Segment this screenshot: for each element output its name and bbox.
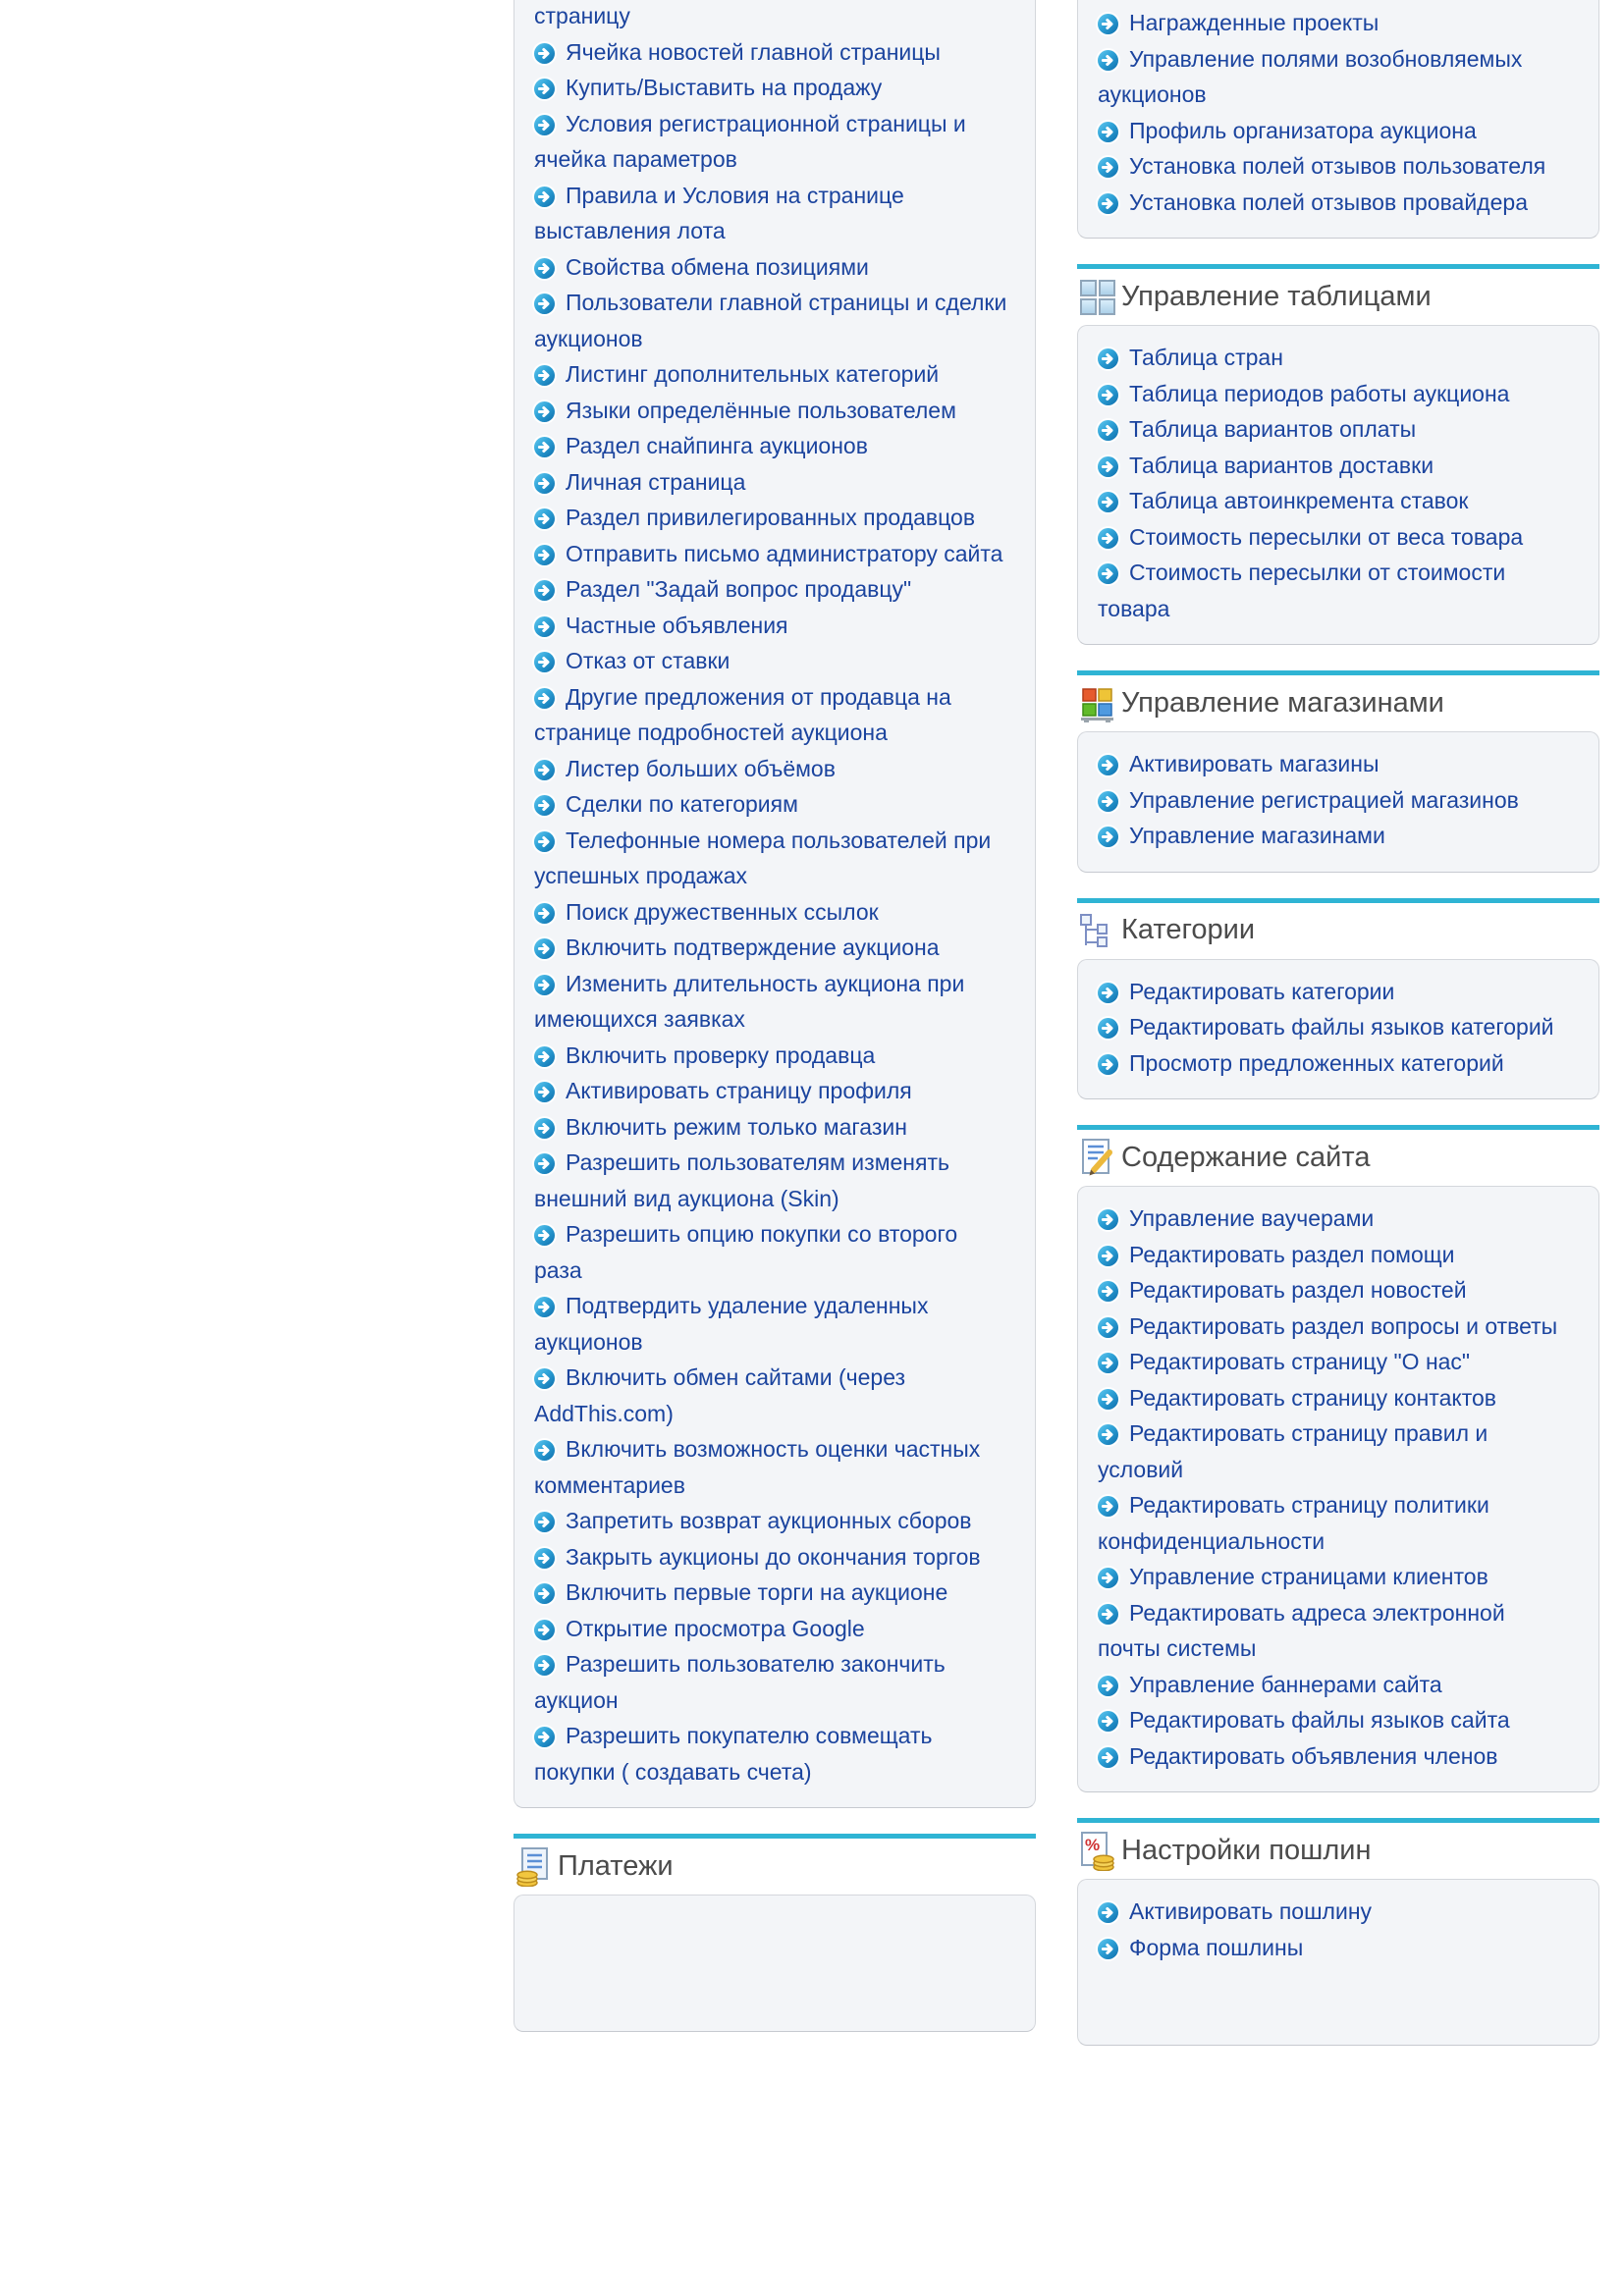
arrow-bullet-icon bbox=[534, 938, 555, 959]
admin-link[interactable]: Награжденные проекты bbox=[1129, 10, 1380, 35]
link-item bbox=[1098, 483, 1573, 519]
admin-link[interactable]: Разрешить пользователям изменять внешний вид аукциона (Skin) bbox=[534, 1149, 949, 1211]
admin-link[interactable]: Редактировать раздел новостей bbox=[1129, 1277, 1467, 1303]
arrow-bullet-icon bbox=[534, 831, 555, 852]
arrow-bullet-icon bbox=[534, 1620, 555, 1640]
link-item bbox=[534, 464, 1009, 501]
admin-link[interactable]: Сделки по категориям bbox=[566, 791, 798, 817]
link-item bbox=[534, 751, 1009, 787]
arrow-bullet-icon bbox=[534, 1082, 555, 1102]
link-item bbox=[1098, 113, 1573, 149]
section-site-content bbox=[1077, 1125, 1599, 1792]
link-item bbox=[534, 1038, 1009, 1074]
admin-link[interactable]: Разрешить пользователю закончить аукцион bbox=[534, 1651, 946, 1713]
arrow-bullet-icon bbox=[1098, 528, 1118, 549]
arrow-bullet-icon bbox=[1098, 1676, 1118, 1696]
link-item bbox=[1098, 1344, 1573, 1380]
arrow-bullet-icon bbox=[534, 401, 555, 422]
link-item bbox=[1098, 5, 1573, 41]
arrow-bullet-icon bbox=[1098, 193, 1118, 214]
admin-link[interactable]: Другие предложения от продавца на странице подробностей аукциона bbox=[534, 683, 951, 745]
section-title: Категории bbox=[1121, 914, 1256, 945]
admin-link[interactable]: Профиль организатора аукциона bbox=[1129, 117, 1477, 143]
link-item bbox=[534, 249, 1009, 286]
admin-link[interactable]: Листинг дополнительных категорий bbox=[566, 361, 940, 387]
admin-link[interactable]: Раздел снайпинга аукционов bbox=[566, 433, 868, 458]
arrow-bullet-icon bbox=[534, 1440, 555, 1461]
arrow-bullet-icon bbox=[1098, 420, 1118, 441]
arrow-bullet-icon bbox=[534, 1727, 555, 1747]
admin-link[interactable]: Таблица автоинкремента ставок bbox=[1129, 488, 1469, 513]
arrow-bullet-icon bbox=[1098, 1246, 1118, 1266]
section-box-shops bbox=[1077, 731, 1599, 873]
arrow-bullet-icon bbox=[534, 294, 555, 314]
admin-link[interactable]: Изменить длительность аукциона при имеющихся заявках bbox=[534, 970, 965, 1032]
link-item bbox=[534, 428, 1009, 464]
section-header bbox=[1077, 682, 1599, 723]
link-item bbox=[534, 1718, 1009, 1789]
tables-icon bbox=[1077, 276, 1118, 317]
link-item bbox=[1098, 148, 1573, 185]
arrow-bullet-icon bbox=[1098, 755, 1118, 775]
link-item bbox=[534, 1288, 1009, 1360]
admin-link[interactable]: Форма пошлины bbox=[1129, 1934, 1304, 1960]
link-item bbox=[1098, 1415, 1573, 1487]
link-item bbox=[1098, 41, 1573, 113]
section-header bbox=[1077, 910, 1599, 951]
admin-link[interactable]: Телефонные номера пользователей при успешных продажах bbox=[534, 827, 992, 888]
payments-icon bbox=[514, 1845, 555, 1887]
admin-link[interactable]: Ячейка новостей главной страницы bbox=[566, 38, 941, 65]
arrow-bullet-icon bbox=[1098, 1496, 1118, 1517]
link-item bbox=[1098, 555, 1573, 626]
arrow-bullet-icon bbox=[534, 79, 555, 99]
admin-link[interactable]: Частные объявления bbox=[566, 612, 788, 638]
arrow-bullet-icon bbox=[1098, 492, 1118, 512]
link-item bbox=[1098, 818, 1573, 854]
admin-link[interactable]: Поиск дружественных ссылок bbox=[566, 898, 879, 925]
admin-link[interactable]: Отказ от ставки bbox=[566, 648, 730, 673]
arrow-bullet-icon bbox=[534, 437, 555, 457]
admin-link[interactable]: Таблица стран bbox=[1129, 345, 1283, 370]
link-item bbox=[534, 1216, 1009, 1288]
arrow-bullet-icon bbox=[1098, 122, 1118, 142]
section-title: Содержание сайта bbox=[1121, 1141, 1371, 1173]
link-item bbox=[534, 894, 1009, 931]
section-payments bbox=[514, 1834, 1036, 2032]
link-item bbox=[1098, 974, 1573, 1010]
svg-text:%: % bbox=[1085, 1836, 1101, 1854]
link-item bbox=[534, 536, 1009, 572]
admin-link[interactable]: Запретить возврат аукционных сборов bbox=[566, 1508, 972, 1533]
link-item bbox=[534, 1145, 1009, 1216]
arrow-bullet-icon bbox=[1098, 1281, 1118, 1302]
arrow-bullet-icon bbox=[534, 1548, 555, 1569]
section-title: Управление магазинами bbox=[1121, 686, 1444, 719]
arrow-bullet-icon bbox=[1098, 1209, 1118, 1230]
link-item bbox=[534, 823, 1009, 894]
admin-link[interactable]: Закрыть аукционы до окончания торгов bbox=[566, 1543, 981, 1570]
link-item bbox=[534, 1109, 1009, 1146]
link-item bbox=[1098, 1667, 1573, 1703]
arrow-bullet-icon bbox=[1098, 827, 1118, 847]
arrow-bullet-icon bbox=[534, 365, 555, 386]
arrow-bullet-icon bbox=[534, 616, 555, 637]
arrow-bullet-icon bbox=[534, 258, 555, 279]
arrow-bullet-icon bbox=[534, 545, 555, 565]
arrow-bullet-icon bbox=[534, 1118, 555, 1139]
arrow-bullet-icon bbox=[534, 1583, 555, 1604]
arrow-bullet-icon bbox=[534, 1225, 555, 1246]
auction-fields-box bbox=[1077, 0, 1599, 239]
section-shops bbox=[1077, 670, 1599, 873]
arrow-bullet-icon bbox=[534, 795, 555, 816]
section-duties bbox=[1077, 1818, 1599, 2046]
admin-link[interactable]: Листер больших объёмов bbox=[566, 755, 836, 781]
admin-link[interactable]: Стоимость пересылки от веса товара bbox=[1129, 523, 1524, 550]
arrow-bullet-icon bbox=[1098, 1389, 1118, 1410]
shops-icon bbox=[1077, 682, 1118, 723]
link-item bbox=[1098, 411, 1573, 448]
section-title: Платежи bbox=[558, 1849, 674, 1882]
link-item bbox=[1098, 376, 1573, 412]
arrow-bullet-icon bbox=[534, 508, 555, 529]
admin-link[interactable]: Редактировать страницу контактов bbox=[1129, 1384, 1496, 1411]
admin-link[interactable]: Управление полями возобновляемых аукционов bbox=[1098, 45, 1523, 107]
link-item bbox=[1098, 1930, 1573, 1966]
admin-link[interactable]: Таблица периодов работы аукциона bbox=[1129, 380, 1510, 406]
link-item bbox=[1098, 1595, 1573, 1667]
admin-link[interactable]: Редактировать объявления членов bbox=[1129, 1742, 1498, 1769]
arrow-bullet-icon bbox=[1098, 1604, 1118, 1625]
link-item bbox=[534, 500, 1009, 536]
arrow-bullet-icon bbox=[534, 1046, 555, 1067]
arrow-bullet-icon bbox=[534, 1368, 555, 1389]
link-item bbox=[534, 1611, 1009, 1647]
section-divider bbox=[514, 1834, 1036, 1839]
link-item bbox=[1098, 1559, 1573, 1595]
arrow-bullet-icon bbox=[1098, 157, 1118, 178]
link-item bbox=[534, 1360, 1009, 1431]
link-item bbox=[534, 786, 1009, 823]
admin-link[interactable]: Редактировать страницу "О нас" bbox=[1129, 1349, 1471, 1374]
arrow-bullet-icon bbox=[534, 187, 555, 207]
section-box-payments bbox=[514, 1895, 1036, 2032]
section-divider bbox=[1077, 1125, 1599, 1130]
arrow-bullet-icon bbox=[1098, 1747, 1118, 1768]
link-item bbox=[1098, 782, 1573, 819]
admin-link[interactable]: Активировать магазины bbox=[1129, 751, 1380, 776]
admin-link[interactable]: Редактировать файлы языков категорий bbox=[1129, 1014, 1554, 1040]
admin-link[interactable]: Разрешить опцию покупки со второго раза bbox=[534, 1221, 958, 1283]
arrow-bullet-icon bbox=[534, 688, 555, 709]
link-item bbox=[1098, 185, 1573, 221]
link-item bbox=[534, 178, 1009, 249]
section-box-categories bbox=[1077, 959, 1599, 1100]
left-settings-column bbox=[514, 0, 1036, 2032]
admin-link[interactable]: Открытие просмотра Google bbox=[566, 1615, 865, 1641]
admin-link[interactable]: Редактировать страницу политики конфиденциальности bbox=[1098, 1492, 1489, 1554]
arrow-bullet-icon bbox=[1098, 1902, 1118, 1923]
arrow-bullet-icon bbox=[1098, 14, 1118, 34]
admin-link[interactable]: Редактировать раздел вопросы и ответы bbox=[1129, 1312, 1558, 1339]
link-item bbox=[534, 34, 1009, 71]
arrow-bullet-icon bbox=[1098, 385, 1118, 405]
link-item bbox=[1098, 340, 1573, 376]
link-item bbox=[1098, 1738, 1573, 1775]
general-settings-box bbox=[514, 0, 1036, 1808]
arrow-bullet-icon bbox=[534, 760, 555, 780]
admin-link[interactable]: Отправить письмо администратору сайта bbox=[566, 540, 1003, 566]
arrow-bullet-icon bbox=[1098, 456, 1118, 477]
link-item bbox=[534, 1503, 1009, 1539]
section-divider bbox=[1077, 264, 1599, 269]
admin-link[interactable]: Раздел привилегированных продавцов bbox=[566, 505, 976, 530]
arrow-bullet-icon bbox=[1098, 348, 1118, 369]
section-divider bbox=[1077, 1818, 1599, 1823]
admin-link[interactable]: Включить режим только магазин bbox=[566, 1113, 907, 1140]
admin-link[interactable]: Стоимость пересылки от стоимости товара bbox=[1098, 560, 1506, 621]
admin-link[interactable]: Просмотр предложенных категорий bbox=[1129, 1049, 1504, 1076]
link-item bbox=[534, 285, 1009, 356]
link-item bbox=[534, 643, 1009, 679]
admin-link[interactable]: Разрешить покупателю совмещать покупки ( создавать счета) bbox=[534, 1723, 933, 1785]
arrow-bullet-icon bbox=[534, 1153, 555, 1174]
arrow-bullet-icon bbox=[1098, 983, 1118, 1003]
admin-link[interactable]: Включить подтверждение аукциона bbox=[566, 934, 940, 960]
arrow-bullet-icon bbox=[534, 1512, 555, 1532]
arrow-bullet-icon bbox=[534, 1297, 555, 1317]
admin-link[interactable]: Включить обмен сайтами (через AddThis.com) bbox=[534, 1364, 906, 1426]
section-divider bbox=[1077, 898, 1599, 903]
admin-link[interactable]: Правила и Условия на странице выставления лота bbox=[534, 182, 904, 243]
admin-link[interactable]: Активировать страницу профиля bbox=[566, 1078, 912, 1103]
link-item bbox=[1098, 1272, 1573, 1308]
admin-link[interactable]: Включить проверку продавца bbox=[566, 1041, 876, 1068]
section-box-duties bbox=[1077, 1879, 1599, 2046]
arrow-bullet-icon bbox=[534, 1655, 555, 1676]
arrow-bullet-icon bbox=[1098, 1018, 1118, 1039]
section-header bbox=[514, 1845, 1036, 1887]
link-item bbox=[534, 966, 1009, 1038]
duties-icon bbox=[1077, 1830, 1118, 1871]
admin-link[interactable]: Языки определённые пользователем bbox=[566, 397, 956, 423]
arrow-bullet-icon bbox=[1098, 1424, 1118, 1445]
arrow-bullet-icon bbox=[1098, 50, 1118, 71]
arrow-bullet-icon bbox=[1098, 1353, 1118, 1373]
arrow-bullet-icon bbox=[1098, 1711, 1118, 1732]
categories-icon bbox=[1077, 910, 1118, 951]
link-item bbox=[1098, 1009, 1573, 1045]
admin-link[interactable]: Активировать пошлину bbox=[1129, 1898, 1373, 1924]
link-item bbox=[1098, 519, 1573, 556]
link-item bbox=[534, 1646, 1009, 1718]
admin-link[interactable]: Таблица вариантов доставки bbox=[1129, 452, 1434, 478]
section-box-site-content bbox=[1077, 1186, 1599, 1792]
arrow-bullet-icon bbox=[1098, 791, 1118, 812]
link-item bbox=[1098, 1487, 1573, 1559]
admin-link[interactable]: Установка полей отзывов пользователя bbox=[1129, 153, 1546, 179]
link-item bbox=[534, 1575, 1009, 1611]
admin-link[interactable]: Редактировать адреса электронной почты системы bbox=[1098, 1599, 1505, 1661]
link-item bbox=[1098, 1308, 1573, 1345]
arrow-bullet-icon bbox=[1098, 1054, 1118, 1075]
arrow-bullet-icon bbox=[534, 652, 555, 672]
arrow-bullet-icon bbox=[534, 473, 555, 494]
arrow-bullet-icon bbox=[534, 580, 555, 601]
link-item bbox=[534, 571, 1009, 608]
link-item bbox=[534, 70, 1009, 106]
wrapped-continuation-text[interactable]: страницу bbox=[534, 3, 630, 28]
link-item bbox=[534, 1431, 1009, 1503]
link-item bbox=[534, 679, 1009, 751]
admin-link[interactable]: Управление магазинами bbox=[1129, 823, 1385, 848]
section-title: Настройки пошлин bbox=[1121, 1834, 1372, 1866]
link-item bbox=[534, 1539, 1009, 1575]
admin-link[interactable]: Редактировать раздел помощи bbox=[1129, 1241, 1455, 1267]
link-item bbox=[534, 106, 1009, 178]
link-item bbox=[534, 930, 1009, 966]
admin-link[interactable]: Раздел "Задай вопрос продавцу" bbox=[566, 576, 912, 602]
admin-link[interactable]: Таблица вариантов оплаты bbox=[1129, 416, 1417, 442]
link-item bbox=[1098, 1380, 1573, 1416]
section-categories bbox=[1077, 898, 1599, 1100]
link-item bbox=[534, 1073, 1009, 1109]
admin-link[interactable]: Редактировать файлы языков сайта bbox=[1129, 1707, 1510, 1733]
section-title: Управление таблицами bbox=[1121, 280, 1432, 312]
admin-link[interactable]: Купить/Выставить на продажу bbox=[566, 75, 883, 100]
admin-link[interactable]: Личная страница bbox=[566, 468, 746, 495]
admin-link[interactable]: Управление баннерами сайта bbox=[1129, 1671, 1442, 1697]
link-item bbox=[534, 608, 1009, 644]
link-item bbox=[1098, 1237, 1573, 1273]
admin-link[interactable]: Управление ваучерами bbox=[1129, 1205, 1375, 1231]
site-content-icon bbox=[1077, 1137, 1118, 1178]
admin-link[interactable]: Установка полей отзывов провайдера bbox=[1129, 188, 1528, 215]
admin-link[interactable]: Включить возможность оценки частных комментариев bbox=[534, 1436, 981, 1498]
section-tables bbox=[1077, 264, 1599, 645]
admin-link[interactable]: Свойства обмена позициями bbox=[566, 253, 869, 280]
arrow-bullet-icon bbox=[534, 115, 555, 135]
admin-link[interactable]: Редактировать страницу правил и условий bbox=[1098, 1420, 1488, 1482]
admin-link[interactable]: Управление регистрацией магазинов bbox=[1129, 786, 1519, 813]
link-item bbox=[534, 356, 1009, 393]
arrow-bullet-icon bbox=[1098, 1317, 1118, 1338]
link-item bbox=[1098, 1894, 1573, 1930]
arrow-bullet-icon bbox=[1098, 563, 1118, 584]
section-divider bbox=[1077, 670, 1599, 675]
arrow-bullet-icon bbox=[1098, 1939, 1118, 1959]
section-box-tables bbox=[1077, 325, 1599, 645]
arrow-bullet-icon bbox=[534, 975, 555, 995]
arrow-bullet-icon bbox=[1098, 1568, 1118, 1588]
link-item bbox=[1098, 1045, 1573, 1082]
admin-link[interactable]: Управление страницами клиентов bbox=[1129, 1564, 1488, 1589]
link-item bbox=[1098, 746, 1573, 782]
link-item bbox=[1098, 448, 1573, 484]
arrow-bullet-icon bbox=[534, 43, 555, 64]
admin-link[interactable]: Условия регистрационной страницы и ячейка параметров bbox=[534, 110, 966, 172]
section-header bbox=[1077, 1830, 1599, 1871]
section-header bbox=[1077, 1137, 1599, 1178]
admin-link[interactable]: Пользователи главной страницы и сделки аукционов bbox=[534, 290, 1007, 351]
arrow-bullet-icon bbox=[534, 903, 555, 924]
admin-link[interactable]: Подтвердить удаление удаленных аукционов bbox=[534, 1293, 929, 1355]
link-item bbox=[534, 393, 1009, 429]
admin-link[interactable]: Включить первые торги на аукционе bbox=[566, 1579, 948, 1605]
right-settings-column bbox=[1077, 0, 1599, 2046]
section-header bbox=[1077, 276, 1599, 317]
link-item bbox=[1098, 1201, 1573, 1237]
link-item bbox=[1098, 1702, 1573, 1738]
admin-link[interactable]: Редактировать категории bbox=[1129, 978, 1395, 1004]
